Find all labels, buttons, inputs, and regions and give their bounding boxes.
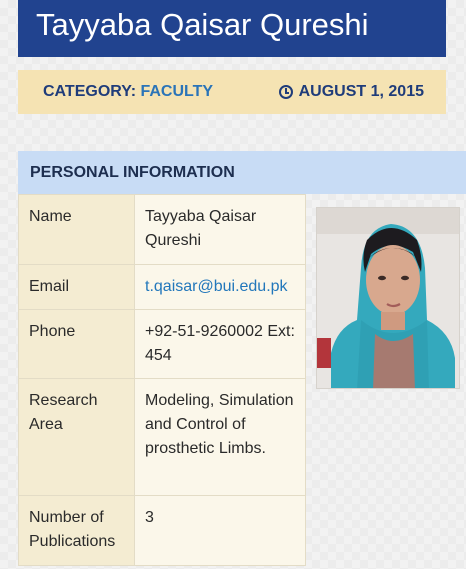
row-label-publications: Number of Publications (19, 496, 135, 566)
row-label-name: Name (19, 195, 135, 265)
row-value-name: Tayyaba Qaisar Qureshi (135, 195, 306, 265)
section-title: PERSONAL INFORMATION (30, 164, 235, 181)
personal-info-table (18, 194, 306, 566)
email-link[interactable]: t.qaisar@bui.edu.pk (145, 278, 288, 295)
table-row (19, 265, 306, 310)
post-date (279, 83, 424, 101)
table-row (19, 195, 306, 265)
profile-photo (316, 207, 460, 389)
category-link[interactable]: FACULTY (140, 83, 214, 100)
profile-photo-illustration (317, 208, 460, 389)
table-row (19, 379, 306, 496)
section-header (18, 151, 466, 194)
profile-title-bar (18, 0, 446, 57)
row-label-research: Research Area (19, 379, 135, 496)
table-row (19, 496, 306, 566)
page-title: Tayyaba Qaisar Qureshi (36, 7, 369, 42)
table-row (19, 310, 306, 379)
meta-bar (18, 70, 446, 114)
post-date-text: AUGUST 1, 2015 (298, 83, 424, 100)
row-label-phone: Phone (19, 310, 135, 379)
row-value-email-cell (135, 265, 306, 310)
clock-icon (279, 85, 293, 99)
row-value-research: Modeling, Simulation and Control of prosthetic Limbs. (135, 379, 306, 496)
category (43, 83, 213, 101)
row-label-email: Email (19, 265, 135, 310)
row-value-publications: 3 (135, 496, 306, 566)
category-label: CATEGORY: (43, 83, 137, 100)
row-value-phone: +92-51-9260002 Ext: 454 (135, 310, 306, 379)
